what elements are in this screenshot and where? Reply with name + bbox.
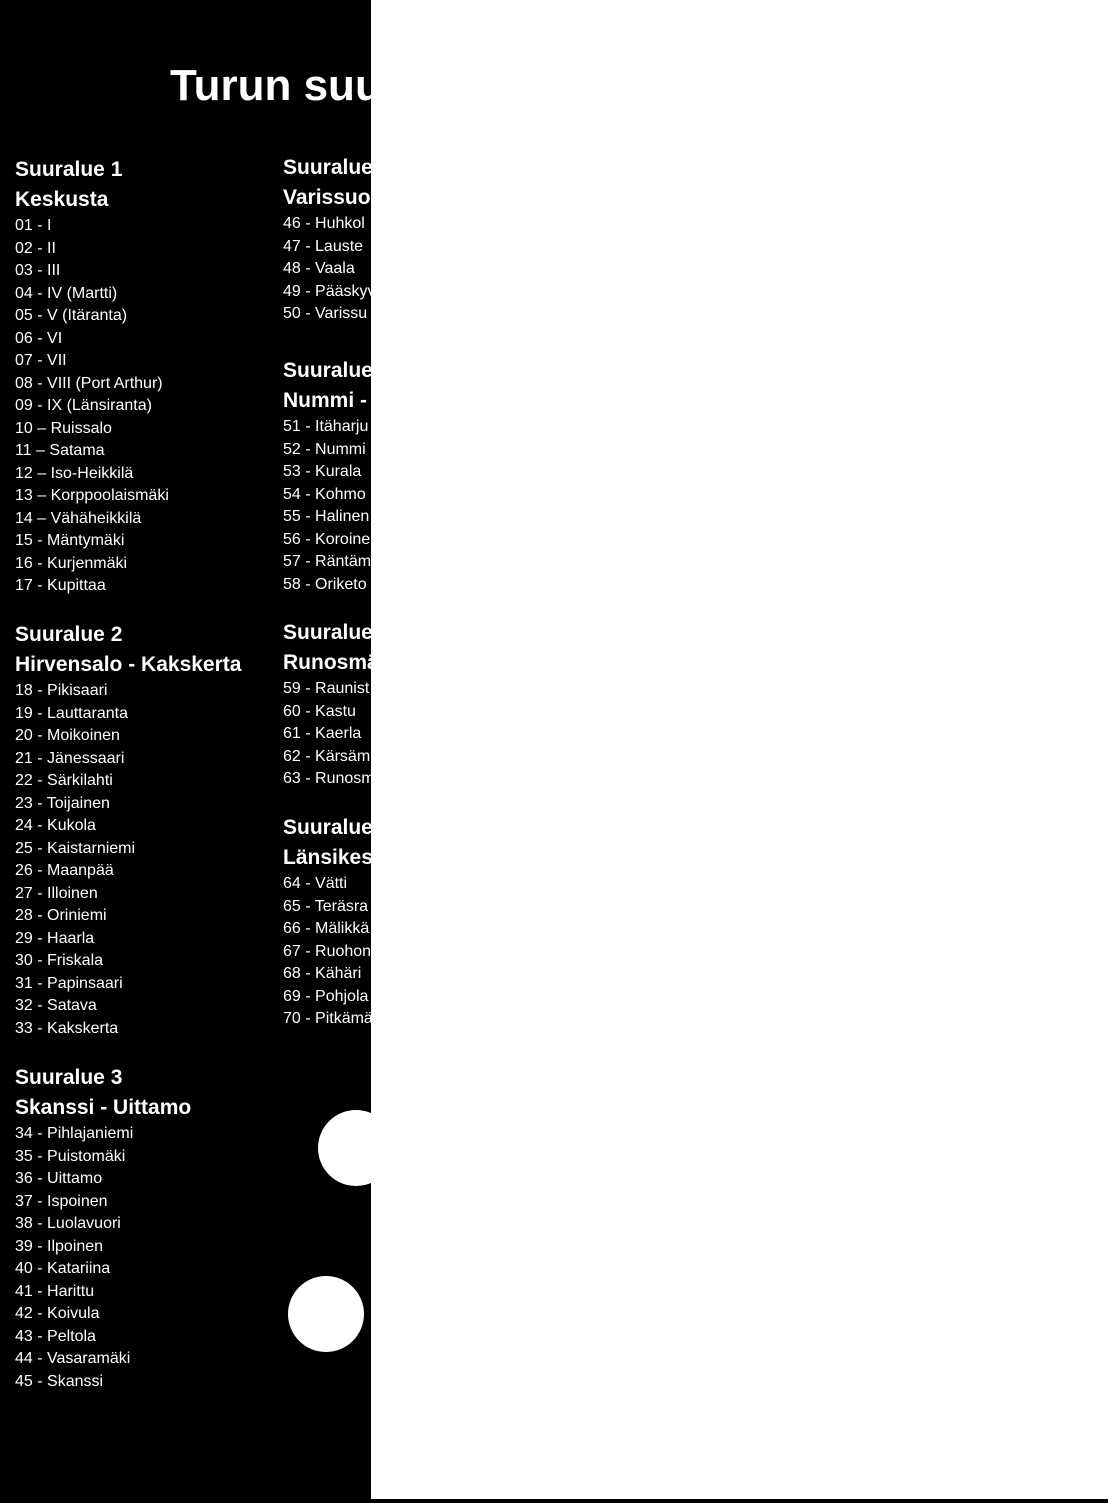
list-item: 29 - Haarla bbox=[15, 929, 95, 947]
list-item: 19 - Lauttaranta bbox=[15, 704, 128, 722]
list-item: 53 - Kurala bbox=[283, 463, 362, 480]
list-item: 04 - IV (Martti) bbox=[15, 284, 118, 302]
map-marker-circle bbox=[318, 1110, 394, 1186]
list-item: 41 - Harittu bbox=[15, 1282, 95, 1300]
list-item: 21 - Jänessaari bbox=[15, 749, 125, 767]
list-item: 57 - Räntäm bbox=[283, 553, 372, 570]
list-item: 39 - Ilpoinen bbox=[15, 1237, 104, 1255]
list-item: 20 - Moikoinen bbox=[15, 727, 120, 744]
section-heading: Suuralue bbox=[283, 621, 373, 644]
list-item: 61 - Kaerla bbox=[283, 725, 362, 742]
list-item: 47 - Lauste bbox=[283, 237, 364, 255]
list-item: 40 - Katariina bbox=[15, 1260, 111, 1277]
section-name: Runosmä bbox=[283, 651, 379, 674]
section-heading: Suuralue bbox=[283, 816, 373, 839]
list-item: 25 - Kaistarniemi bbox=[15, 839, 136, 857]
list-item: 58 - Oriketo bbox=[283, 575, 367, 593]
district-section-1 bbox=[15, 155, 169, 598]
list-item: 55 - Halinen bbox=[283, 508, 370, 525]
list-item: 35 - Puistomäki bbox=[15, 1147, 126, 1165]
page-title: Turun suu bbox=[170, 61, 382, 110]
dark-panel bbox=[0, 0, 385, 1503]
section-name: Varissuo bbox=[283, 186, 371, 209]
list-item: 15 - Mäntymäki bbox=[15, 532, 125, 549]
district-section-6 bbox=[283, 618, 379, 791]
list-item: 30 - Friskala bbox=[15, 952, 104, 969]
list-item: 68 - Kähäri bbox=[283, 965, 362, 982]
district-section-3 bbox=[15, 1063, 191, 1393]
list-item: 42 - Koivula bbox=[15, 1305, 100, 1322]
section-heading: Suuralue 3 bbox=[15, 1066, 123, 1089]
list-item: 56 - Koroine bbox=[283, 530, 371, 548]
list-item: 44 - Vasaramäki bbox=[15, 1350, 131, 1367]
list-item: 67 - Ruohon bbox=[283, 942, 372, 960]
list-item: 22 - Särkilahti bbox=[15, 772, 113, 789]
list-item: 52 - Nummi bbox=[283, 440, 366, 458]
list-item: 45 - Skanssi bbox=[15, 1372, 104, 1390]
list-item: 66 - Mälikkä bbox=[283, 920, 370, 937]
section-name: Nummi - bbox=[283, 389, 367, 412]
list-item: 01 - I bbox=[15, 217, 52, 234]
district-section-5 bbox=[283, 356, 373, 596]
list-item: 24 - Kukola bbox=[15, 817, 96, 834]
district-section-2 bbox=[15, 620, 241, 1040]
list-item: 10 – Ruissalo bbox=[15, 419, 112, 437]
list-item: 70 - Pitkämä bbox=[283, 1010, 373, 1027]
list-item: 11 – Satama bbox=[15, 442, 105, 459]
list-item: 09 - IX (Länsiranta) bbox=[15, 397, 152, 414]
list-item: 33 - Kakskerta bbox=[15, 1019, 119, 1037]
list-item: 07 - VII bbox=[15, 352, 67, 369]
list-item: 18 - Pikisaari bbox=[15, 682, 108, 699]
section-name: Keskusta bbox=[15, 188, 109, 211]
list-item: 12 – Iso-Heikkilä bbox=[15, 464, 134, 482]
list-item: 14 – Vähäheikkilä bbox=[15, 509, 142, 527]
section-name: Skanssi - Uittamo bbox=[15, 1096, 192, 1119]
list-item: 26 - Maanpää bbox=[15, 862, 114, 879]
list-item: 05 - V (Itäranta) bbox=[15, 307, 128, 324]
list-item: 46 - Huhkol bbox=[283, 215, 365, 232]
list-item: 08 - VIII (Port Arthur) bbox=[15, 374, 163, 392]
section-name: Länsikesk bbox=[283, 846, 385, 869]
list-item: 43 - Peltola bbox=[15, 1327, 96, 1345]
list-item: 27 - Illoinen bbox=[15, 884, 98, 902]
list-item: 02 - II bbox=[15, 239, 56, 257]
list-item: 48 - Vaala bbox=[283, 260, 355, 277]
list-item: 63 - Runosm bbox=[283, 770, 375, 787]
district-section-4 bbox=[283, 153, 375, 326]
list-item: 62 - Kärsäm bbox=[283, 747, 371, 765]
list-item: 37 - Ispoinen bbox=[15, 1192, 108, 1210]
list-item: 36 - Uittamo bbox=[15, 1170, 103, 1187]
section-name: Hirvensalo - Kakskerta bbox=[15, 653, 242, 676]
list-item: 65 - Teräsra bbox=[283, 897, 369, 915]
list-item: 51 - Itäharju bbox=[283, 418, 369, 435]
section-heading: Suuralue 2 bbox=[15, 623, 123, 646]
section-heading: Suuralue bbox=[283, 359, 373, 382]
list-item: 34 - Pihlajaniemi bbox=[15, 1125, 134, 1142]
bottom-border bbox=[0, 1499, 1108, 1503]
list-item: 50 - Varissu bbox=[283, 305, 368, 322]
list-item: 03 - III bbox=[15, 262, 61, 279]
list-item: 06 - VI bbox=[15, 329, 63, 347]
list-item: 17 - Kupittaa bbox=[15, 577, 106, 594]
list-item: 28 - Oriniemi bbox=[15, 907, 107, 924]
list-item: 69 - Pohjola bbox=[283, 987, 369, 1005]
list-item: 59 - Raunist bbox=[283, 680, 370, 697]
district-section-7 bbox=[283, 813, 385, 1031]
section-heading: Suuralue 1 bbox=[15, 158, 123, 181]
section-heading: Suuralue bbox=[283, 156, 373, 179]
list-item: 38 - Luolavuori bbox=[15, 1215, 121, 1232]
list-item: 31 - Papinsaari bbox=[15, 974, 123, 992]
list-item: 60 - Kastu bbox=[283, 702, 356, 720]
list-item: 23 - Toijainen bbox=[15, 794, 110, 812]
list-item: 32 - Satava bbox=[15, 997, 97, 1014]
list-item: 49 - Pääskyv bbox=[283, 282, 376, 300]
list-item: 64 - Vätti bbox=[283, 875, 348, 892]
list-item: 13 – Korppoolaismäki bbox=[15, 487, 169, 504]
list-item: 16 - Kurjenmäki bbox=[15, 554, 128, 572]
list-item: 54 - Kohmo bbox=[283, 485, 366, 503]
map-marker-circle bbox=[288, 1276, 364, 1352]
